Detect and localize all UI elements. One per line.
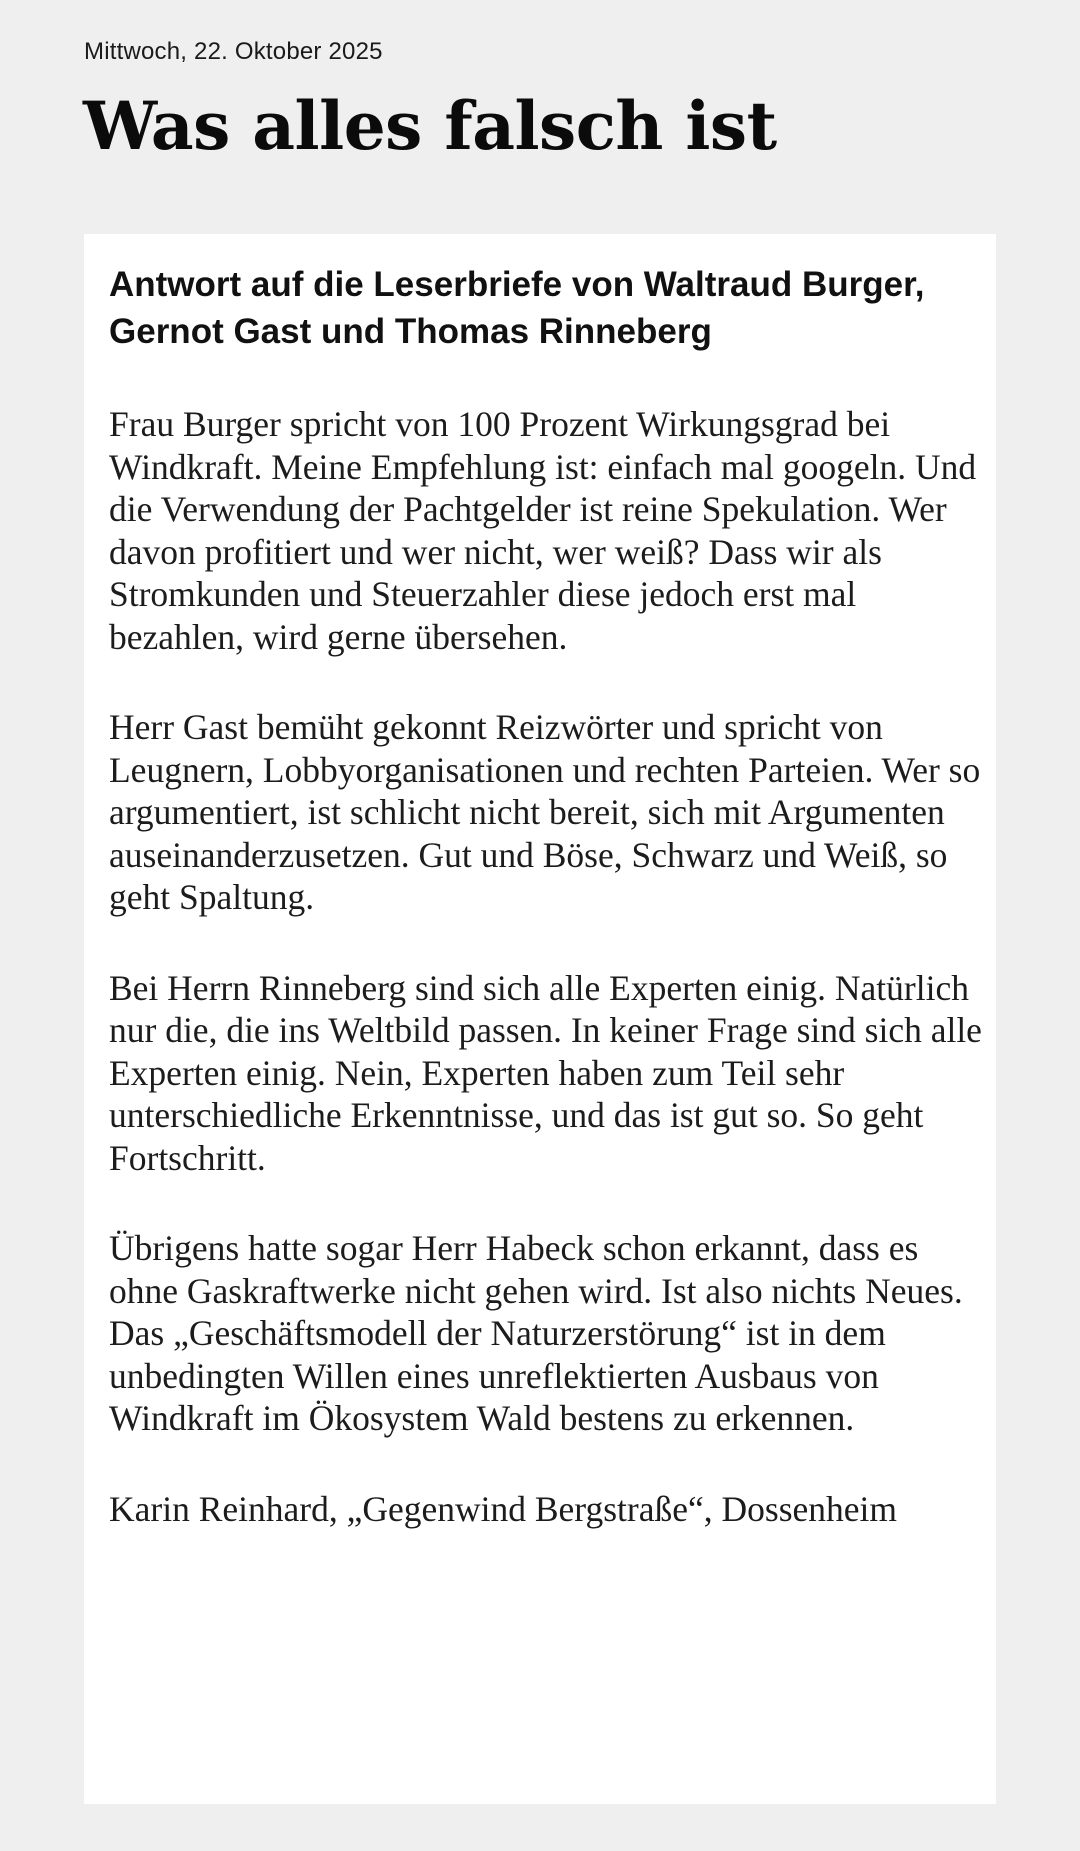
letter-paragraph-3: Bei Herrn Rinneberg sind sich alle Experten einig. Natürlich nur die, die ins Weltbild passen. In keiner Frage sind sich alle Experten einig. Nein, Experten haben zum Teil sehr unterschiedliche Erkenntnisse, und das ist gut so. So geht Fortschritt. — [109, 967, 982, 1178]
letter-paragraph-1: Frau Burger spricht von 100 Prozent Wirkungsgrad bei Windkraft. Meine Empfehlung ist: einfach mal googeln. Und die Verwendung der Pachtgelder ist reine Spekulation. Wer davon profitiert und wer nicht, wer weiß? Dass wir als Stromkunden und Steuerzahler diese jedoch erst mal bezahlen, wird gerne übersehen. — [109, 404, 977, 657]
publication-date: Mittwoch, 22. Oktober 2025 — [84, 38, 383, 65]
letter-paragraph-4: Übrigens hatte sogar Herr Habeck schon erkannt, dass es ohne Gaskraftwerke nicht gehen wird. Ist also nichts Neues. Das „Geschäftsmodell der Naturzerstörung“ ist in dem unbedingten Willen eines unreflektierten Ausbaus von Windkraft im Ökosystem Wald bestens zu erkennen. — [109, 1228, 963, 1438]
letter-card — [84, 234, 996, 1804]
letter-content — [109, 261, 984, 1530]
letter-subtitle: Antwort auf die Leserbriefe von Waltraud Burger, Gernot Gast und Thomas Rinneberg — [109, 265, 925, 351]
page-title: Was alles falsch ist — [83, 87, 777, 165]
letter-signature: Karin Reinhard, „Gegenwind Bergstraße“, Dossenheim — [109, 1488, 898, 1529]
letter-paragraph-2: Herr Gast bemüht gekonnt Reizwörter und spricht von Leugnern, Lobbyorganisationen und rechten Parteien. Wer so argumentiert, ist schlicht nicht bereit, sich mit Argumenten auseinanderzusetzen. Gut und Böse, Schwarz und Weiß, so geht Spaltung. — [109, 707, 981, 917]
